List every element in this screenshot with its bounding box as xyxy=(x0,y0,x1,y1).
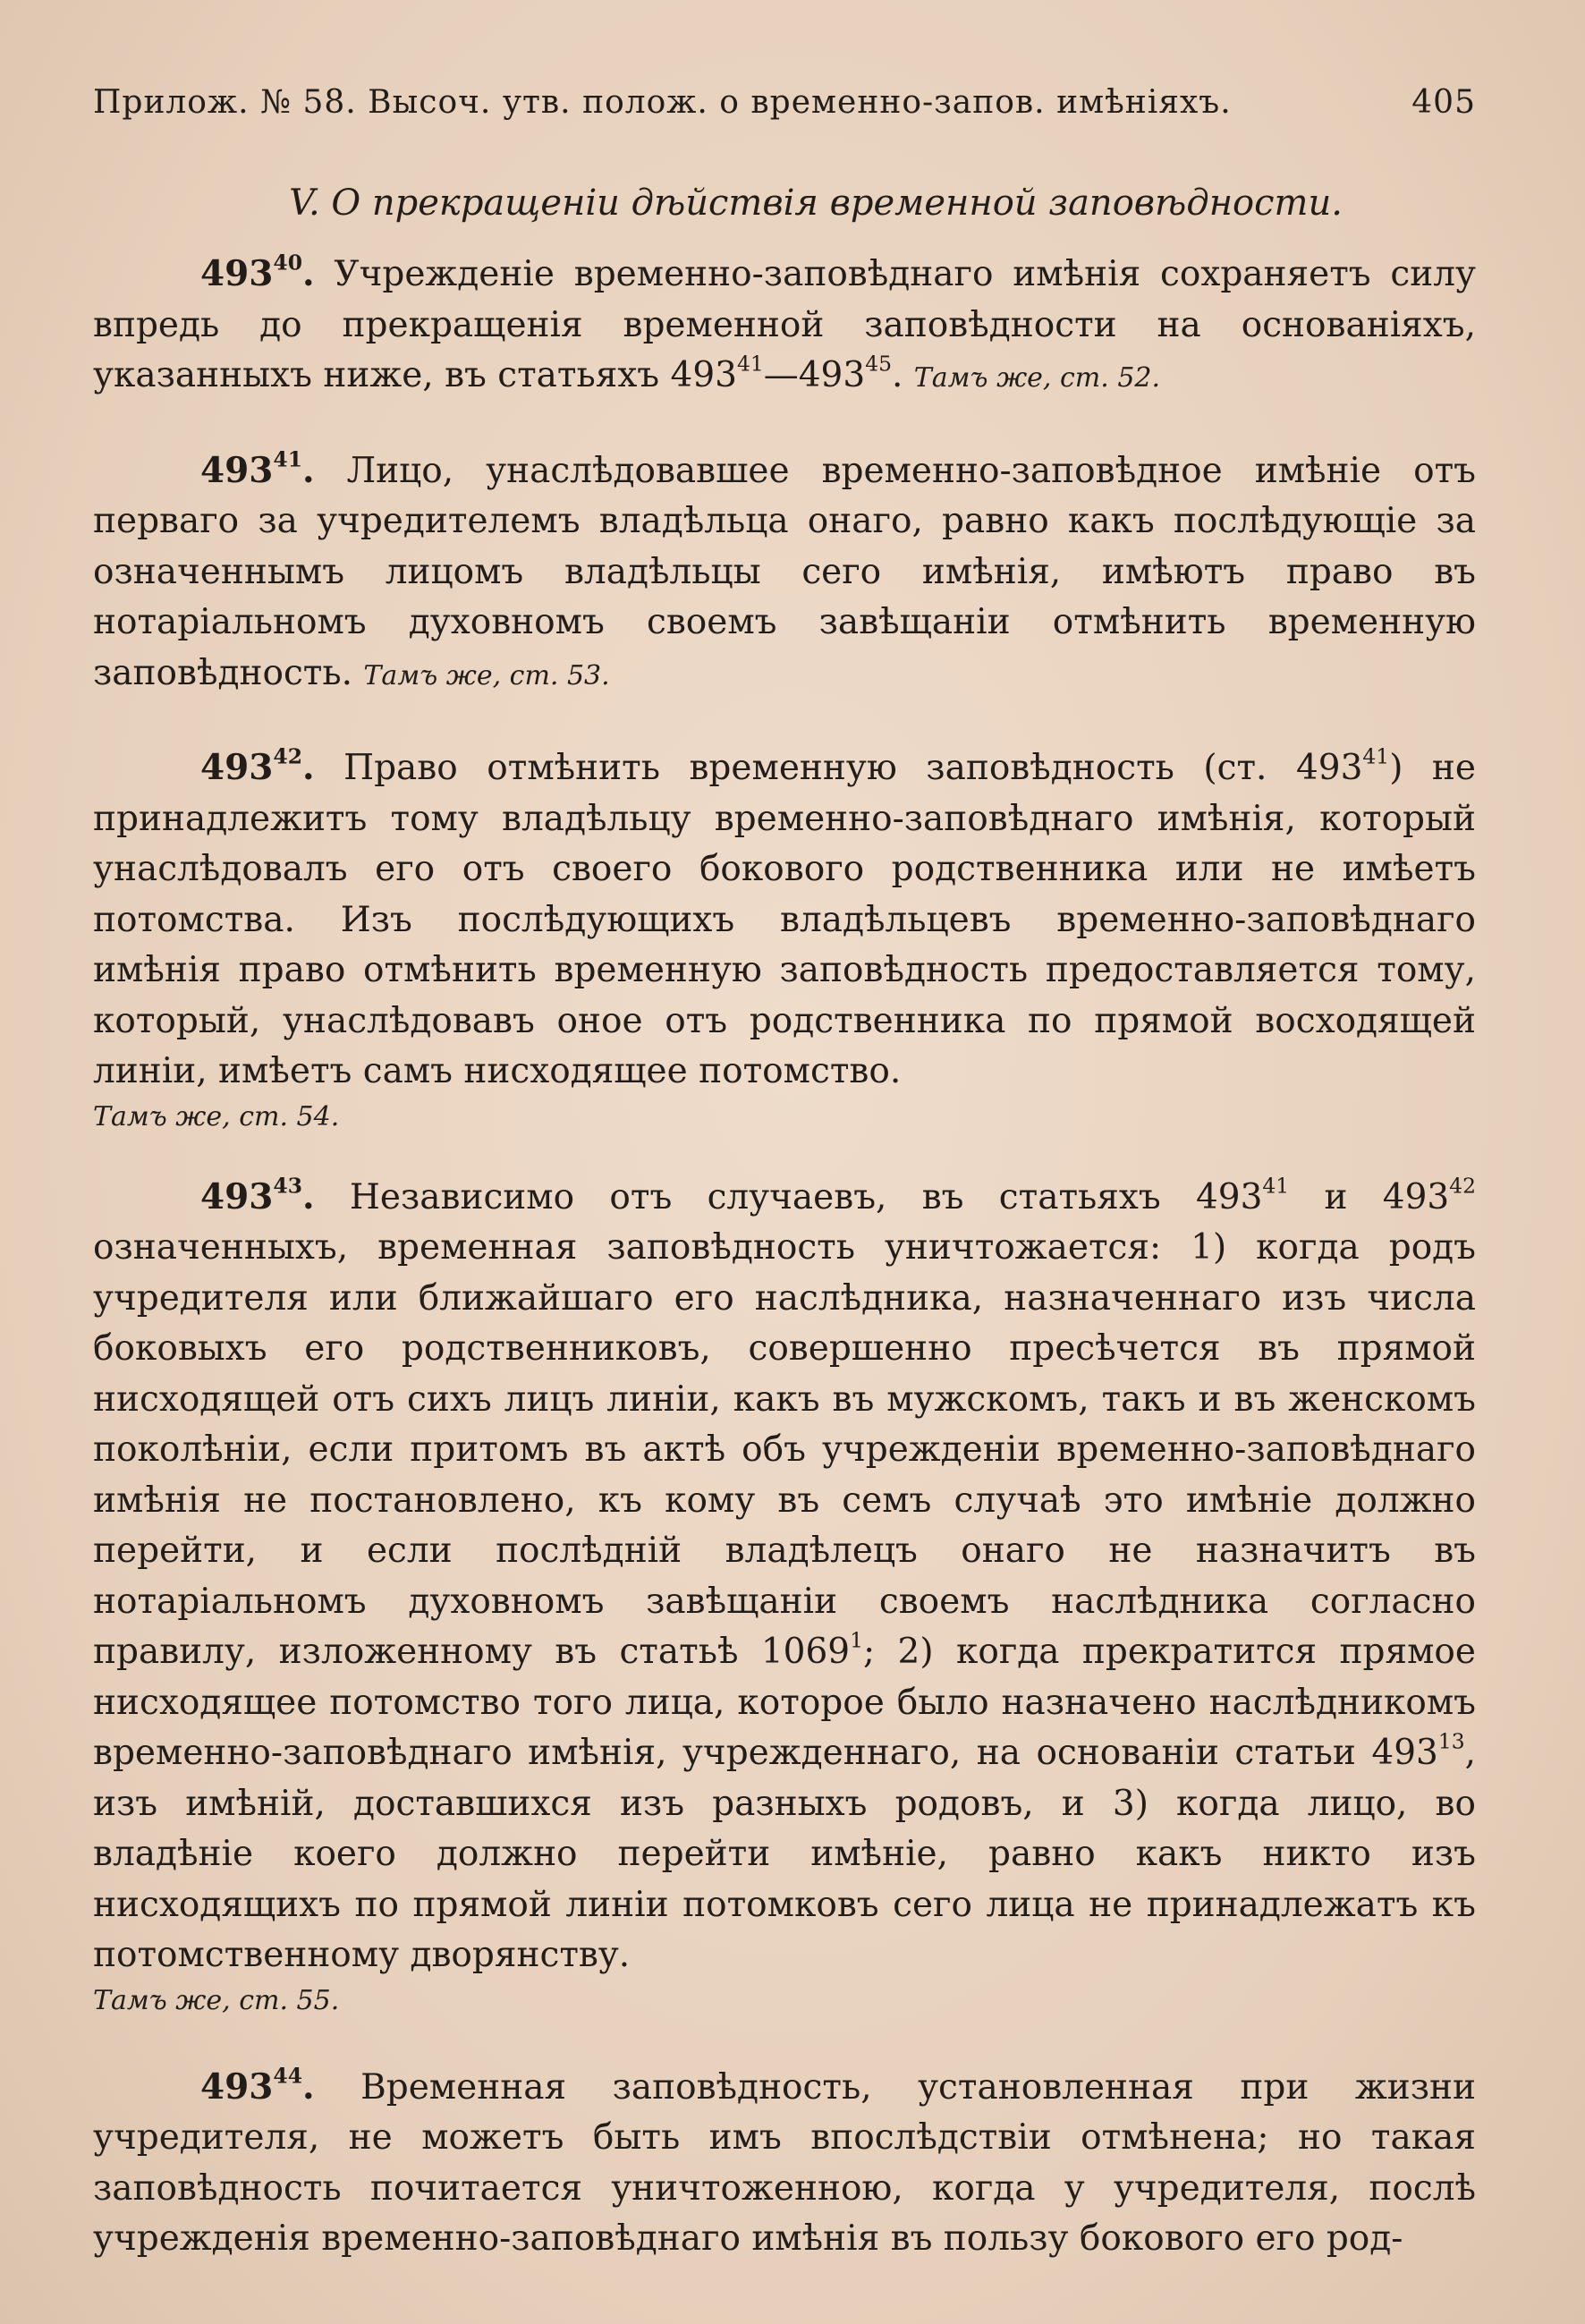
article-number: $493^{41}$. xyxy=(200,445,315,491)
source-reference: Тамъ же, ст. 53. xyxy=(363,659,610,691)
article-number: $493^{40}$. xyxy=(200,250,315,294)
article-number: $493^{43}$. xyxy=(200,1172,315,1217)
article-number: $493^{42}$. xyxy=(200,743,315,788)
running-header xyxy=(93,79,1476,127)
header-title: Прилож. № 58. Высоч. утв. полож. о временно-запов. имѣніяхъ. xyxy=(93,84,1232,121)
article-493-40: $493^{40}$. Учрежденіе временно-заповѣднаго имѣнія сохраняетъ силу впредь до прекращенія временной заповѣдности на основаніяхъ, указанныхъ ниже, въ статьяхъ $493^{41}—493^{45}$. Тамъ же, ст. 52. xyxy=(93,250,1476,395)
article-493-41: $493^{41}$. Лицо, унаслѣдовавшее временно-заповѣдное имѣніе отъ перваго за учредителемъ владѣльца онаго, равно какъ послѣдующіе за означеннымъ лицомъ владѣльцы сего имѣнія, имѣютъ право въ нотаріальномъ духовномъ своемъ завѣщаніи отмѣнить временную заповѣдность. Тамъ же, ст. 53. xyxy=(93,445,1476,693)
book-page xyxy=(93,79,1476,2300)
article-493-43: $493^{43}$. Независимо отъ случаевъ, въ статьяхъ $493^{41}$ и $493^{42}$ означенныхъ, временная заповѣдность уничтожается: 1) когда родъ учредителя или ближайшаго его наслѣдника, назначеннаго изъ числа боковыхъ его родственниковъ, совершенно пресѣчется въ прямой нисходящей отъ сихъ лицъ линіи, какъ въ мужскомъ, такъ и въ женскомъ поколѣніи, если притомъ въ актѣ объ учрежденіи временно-заповѣднаго имѣнія не постановлено, къ кому въ семъ случаѣ это имѣніе должно перейти, и если послѣдній владѣлецъ онаго не назначитъ въ нотаріальномъ духовномъ завѣщаніи своемъ наслѣдника согласно правилу, изложенному въ статьѣ 1069$^1$; 2) когда прекратится прямое нисходящее потомство того лица, которое было назначено наслѣдникомъ временно-заповѣднаго имѣнія, учрежденнаго, на основаніи статьи $493^{13}$, изъ имѣній, доставшихся изъ разныхъ родовъ, и 3) когда лицо, во владѣніе коего должно перейти имѣніе, равно какъ никто изъ нисходящихъ по прямой линіи потомковъ сего лица не принадлежатъ къ потомственному дворянству. Тамъ же, ст. 55. xyxy=(93,1172,1476,2021)
article-493-44: $493^{44}$. Временная заповѣдность, установленная при жизни учредителя, не можетъ быть имъ впослѣдствіи отмѣнена; но такая заповѣдность почитается уничтоженною, когда у учредителя, послѣ учрежденія временно-заповѣднаго имѣнія въ пользу бокового его род- xyxy=(93,2062,1476,2259)
source-reference: Тамъ же, ст. 52. xyxy=(913,362,1161,394)
article-number: $493^{44}$. xyxy=(200,2062,315,2108)
section-heading: V. О прекращеніи дѣйствія временной заповѣдности. xyxy=(289,182,1343,224)
page-number: 405 xyxy=(1411,84,1476,121)
article-493-42: $493^{42}$. Право отмѣнить временную заповѣдность (ст. $493^{41}$) не принадлежитъ тому владѣльцу временно-заповѣднаго имѣнія, который унаслѣдовалъ его отъ своего бокового родственника или не имѣетъ потомства. Изъ послѣдующихъ владѣльцевъ временно-заповѣднаго имѣнія право отмѣнить временную заповѣдность предоставляется тому, который, унаслѣдовавъ оное отъ родственника по прямой восходящей линіи, имѣетъ самъ нисходящее потомство. Тамъ же, ст. 54. xyxy=(93,742,1476,1137)
source-reference: Тамъ же, ст. 55. xyxy=(93,1984,340,2016)
source-reference: Тамъ же, ст. 54. xyxy=(93,1100,340,1132)
